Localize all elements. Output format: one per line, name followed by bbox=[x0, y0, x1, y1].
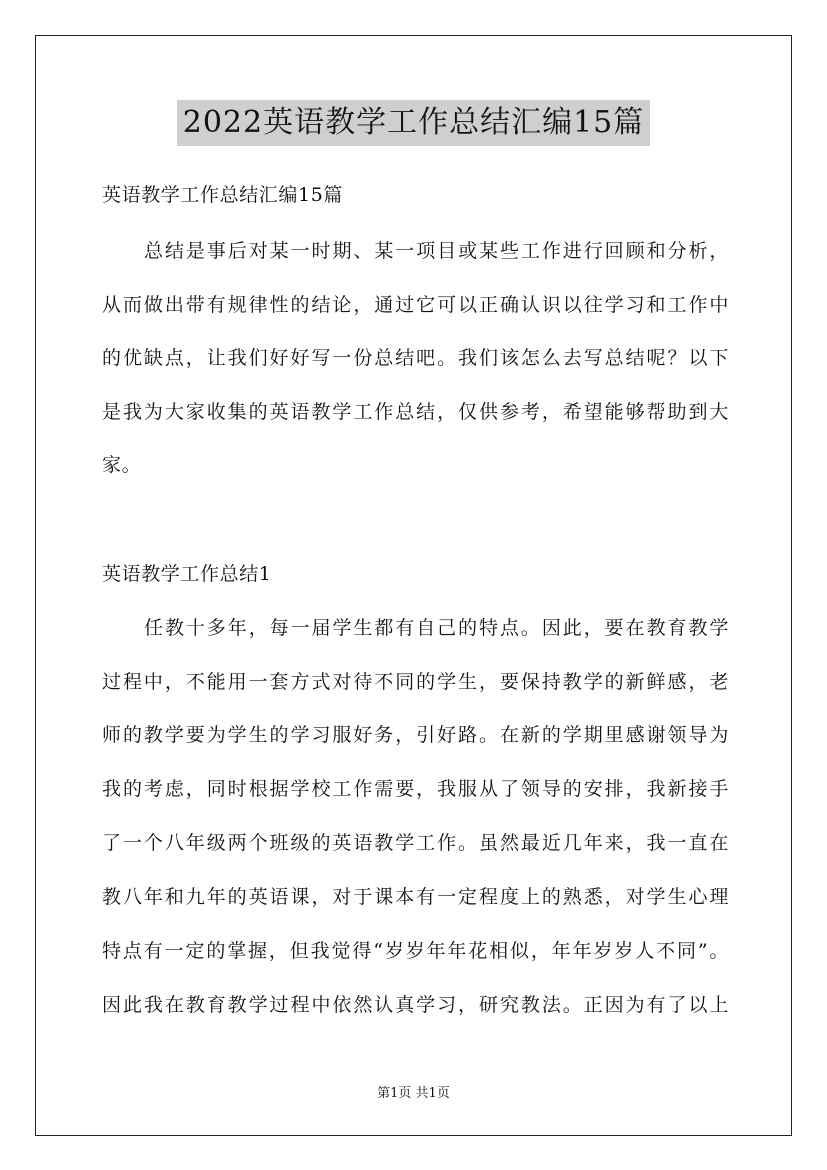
section-line: 师的教学要为学生的学习服好务，引好路。在新的学期里感谢领导为 bbox=[102, 724, 729, 746]
section-line: 了一个八年级两个班级的英语教学工作。虽然最近几年来，我一直在 bbox=[102, 832, 729, 854]
section-line: 我的考虑，同时根据学校工作需要，我服从了领导的安排，我新接手 bbox=[102, 778, 729, 800]
intro-line: 从而做出带有规律性的结论，通过它可以正确认识以往学习和工作中 bbox=[102, 294, 729, 316]
page-footer: 第1页 共1页 bbox=[377, 1086, 450, 1101]
intro-line: 总结是事后对某一时期、某一项目或某些工作进行回顾和分析， bbox=[144, 240, 729, 262]
document-title: 2022英语教学工作总结汇编15篇 bbox=[177, 100, 651, 146]
section-line: 教八年和九年的英语课，对于课本有一定程度上的熟悉，对学生心理 bbox=[102, 886, 729, 908]
section-line: 特点有一定的掌握，但我觉得“岁岁年年花相似，年年岁岁人不同”。 bbox=[102, 940, 729, 962]
intro-line: 家。 bbox=[102, 454, 142, 476]
intro-line: 的优缺点，让我们好好写一份总结吧。我们该怎么去写总结呢？以下 bbox=[102, 347, 729, 369]
document-title-wrap bbox=[0, 100, 827, 146]
intro-line: 是我为大家收集的英语教学工作总结，仅供参考，希望能够帮助到大 bbox=[102, 401, 729, 423]
section-line: 过程中，不能用一套方式对待不同的学生，要保持教学的新鲜感，老 bbox=[102, 671, 729, 693]
document-subtitle: 英语教学工作总结汇编15篇 bbox=[102, 184, 343, 206]
section-line: 任教十多年，每一届学生都有自己的特点。因此，要在教育教学 bbox=[144, 617, 729, 639]
section-line: 因此我在教育教学过程中依然认真学习，研究教法。正因为有了以上 bbox=[102, 994, 729, 1016]
section-heading: 英语教学工作总结1 bbox=[102, 563, 272, 585]
